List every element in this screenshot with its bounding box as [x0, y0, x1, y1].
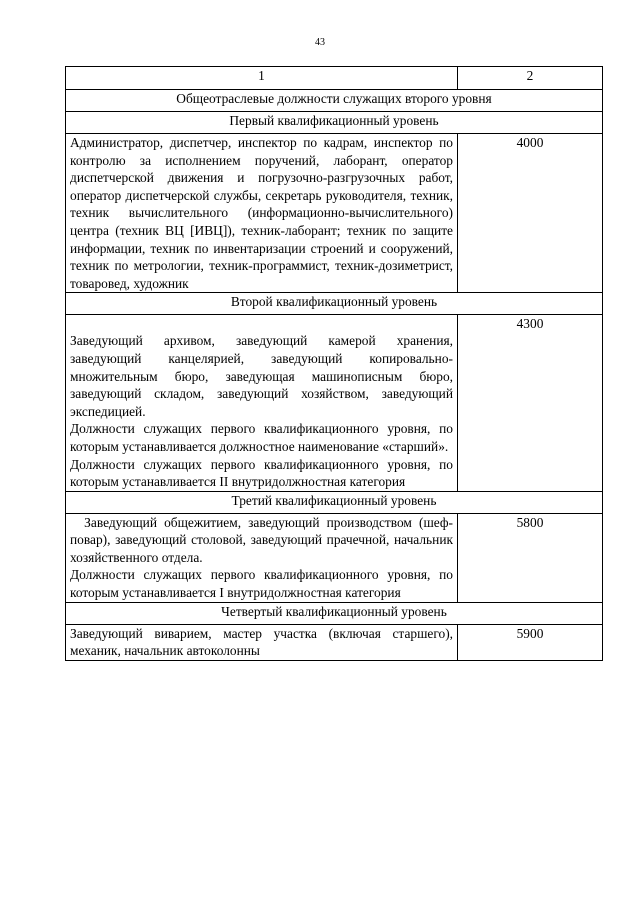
positions-text: Должности служащих первого квалификационного уровня, по которым устанавливается должностное наименование «старший». — [70, 421, 453, 454]
positions-text: Должности служащих первого квалификационного уровня, по которым устанавливается I внутридолжностная категория — [70, 567, 453, 601]
table-row — [66, 624, 603, 660]
salary-cell: 4300 — [458, 315, 603, 491]
level-title: Второй квалификационный уровень — [66, 293, 603, 315]
positions-text: Должности служащих первого квалификационного уровня, по которым устанавливается II внутридолжностная категория — [70, 456, 453, 490]
level-title-row — [66, 112, 603, 134]
table-row — [66, 315, 603, 491]
table-row — [66, 134, 603, 293]
table-row — [66, 513, 603, 602]
positions-cell — [66, 134, 458, 293]
salary-cell: 4000 — [458, 134, 603, 293]
page-number: 43 — [315, 37, 325, 48]
salary-cell: 5900 — [458, 624, 603, 660]
positions-text: Заведующий общежитием, заведующий производством (шеф-повар), заведующий столовой, заведующий прачечной, начальник хозяйственного отдела. — [70, 514, 457, 565]
positions-cell — [66, 624, 458, 660]
level-title: Первый квалификационный уровень — [66, 112, 603, 134]
column-header-2: 2 — [458, 67, 603, 90]
positions-cell — [66, 513, 458, 602]
qualification-table — [65, 66, 603, 661]
level-title-row — [66, 491, 603, 513]
positions-text: Заведующий архивом, заведующий камерой хранения, заведующий канцелярией, заведующий копировально-множительным бюро, заведующая машинописным бюро, заведующий складом, заведующий хозяйством, заведующий экспедицией. — [70, 333, 453, 419]
positions-text: Заведующий виварием, мастер участка (включая старшего), механик, начальник автоколонны — [70, 625, 453, 659]
column-header-1: 1 — [66, 67, 458, 90]
group-title-row — [66, 90, 603, 112]
spacer — [70, 315, 453, 332]
level-title-row — [66, 602, 603, 624]
salary-cell: 5800 — [458, 513, 603, 602]
level-title: Четвертый квалификационный уровень — [66, 602, 603, 624]
positions-cell — [66, 315, 458, 491]
header-row — [66, 67, 603, 90]
level-title-row — [66, 293, 603, 315]
level-title: Третий квалификационный уровень — [66, 491, 603, 513]
group-title: Общеотраслевые должности служащих второго уровня — [66, 90, 603, 112]
positions-text: Администратор, диспетчер, инспектор по кадрам, инспектор по контролю за исполнением поручений, лаборант, оператор диспетчерской движения и погрузочно-разгрузочных работ, оператор диспетчерской службы, секретарь руководителя, техник, техник вычислительного (информационно-вычислительного) центра (техник ВЦ [ИВЦ]), техник-лаборант; техник по защите информации, техник по инвентаризации строений и сооружений, техник по метрологии, техник-программист, техник-дозиметрист, товаровед, художник — [70, 135, 453, 291]
